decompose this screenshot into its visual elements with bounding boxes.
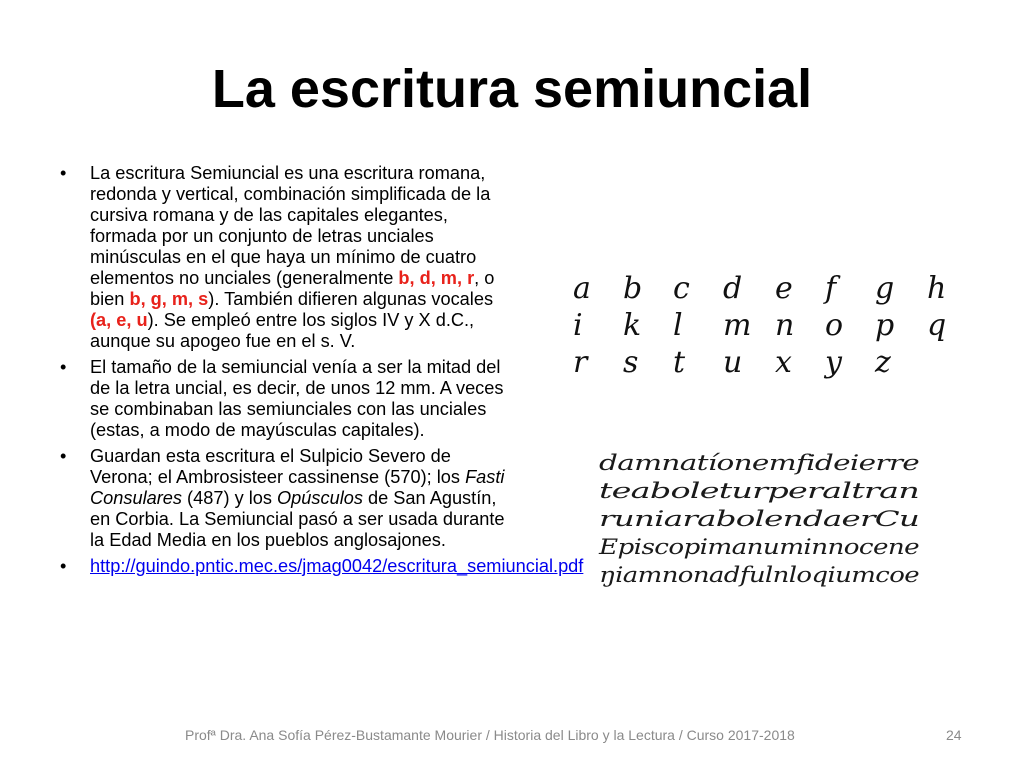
alphabet-letter: i <box>573 308 583 343</box>
manuscript-line: damnatíonemfideierre <box>599 451 920 475</box>
alphabet-letter: n <box>775 308 795 343</box>
manuscript-line: ŋiamnonadfulnloqiumcoe <box>599 563 920 587</box>
emphasis-text: b, g, m, s <box>129 289 209 309</box>
manuscript-sample <box>598 451 919 587</box>
manuscript-line: teaboleturperaltran <box>599 479 919 503</box>
alphabet-letter: h <box>927 271 947 306</box>
alphabet-letter: e <box>775 271 793 306</box>
alphabet-letter: m <box>723 308 752 343</box>
alphabet-letter: c <box>673 271 690 306</box>
bullet-item <box>60 357 515 441</box>
alphabet-letter: y <box>825 345 842 380</box>
alphabet-letter: l <box>673 308 683 343</box>
alphabet-letter: x <box>775 345 792 380</box>
alphabet-row <box>573 345 891 380</box>
bullet-text: Guardan esta escritura el Sulpicio Severo de Verona; el Ambrosisteer cassinense (570); los <box>90 446 466 487</box>
semiuncial-script-figure <box>563 270 955 600</box>
alphabet-letter: q <box>927 308 947 343</box>
bullet-dot: • <box>60 556 67 576</box>
slide-title: La escritura semiuncial <box>211 59 813 119</box>
bullet-text: ). Se empleó entre los siglos IV y X d.C., aunque su apogeo fue en el s. V. <box>90 310 475 351</box>
pdf-link[interactable]: http://guindo.pntic.mec.es/jmag0042/escritura_semiuncial.pdf <box>90 556 584 576</box>
alphabet-letter: d <box>723 271 743 306</box>
bullet-list <box>60 163 584 582</box>
alphabet-letter: u <box>723 345 743 380</box>
alphabet-letter: a <box>573 271 591 306</box>
italic-title: Opúsculos <box>277 488 363 508</box>
manuscript-line: Episcopimanuminnocene <box>597 535 920 559</box>
bullet-text: , o bien <box>90 268 495 309</box>
bullet-dot: • <box>60 357 67 377</box>
bullet-dot: • <box>60 163 67 183</box>
bullet-dot: • <box>60 446 67 466</box>
alphabet-letter: f <box>825 271 837 306</box>
bullet-text: (487) y los <box>182 488 278 508</box>
footer-credit: Profª Dra. Ana Sofía Pérez-Bustamante Mourier / Historia del Libro y la Lectura / Curso 2017-2018 <box>185 727 795 743</box>
alphabet-letter: o <box>825 308 844 343</box>
alphabet-row <box>573 308 946 343</box>
bullet-text: de San Agustín, en Corbia. La Semiuncial pasó a ser usada durante la Edad Media en los pueblos anglosajones. <box>90 488 505 550</box>
alphabet-letter: k <box>623 308 642 343</box>
alphabet-chart <box>573 271 946 380</box>
alphabet-letter: z <box>875 345 891 380</box>
alphabet-letter: p <box>875 308 895 343</box>
italic-title: Fasti Consulares <box>90 467 505 508</box>
bullet-text: El tamaño de la semiuncial venía a ser la mitad del de la letra uncial, es decir, de unos 12 mm. A veces se combinaban las semiunciales con las unciales (estas, a modo de mayúsculas capitales). <box>90 357 504 440</box>
bullet-text: ). También difieren algunas vocales <box>208 289 494 309</box>
alphabet-row <box>573 271 946 306</box>
page-number: 24 <box>946 727 962 743</box>
alphabet-letter: t <box>673 345 686 380</box>
bullet-item <box>60 556 584 577</box>
alphabet-letter: b <box>623 271 643 306</box>
manuscript-line: runiarabolendaerCu <box>599 507 919 531</box>
emphasis-text: b, d, m, r <box>398 268 475 288</box>
alphabet-letter: s <box>623 345 639 380</box>
bullet-item <box>60 163 515 352</box>
bullet-text: La escritura Semiuncial es una escritura romana, redonda y vertical, combinación simplificada de la cursiva romana y de las capitales elegantes, formada por un conjunto de letras unciales minúsculas en el que haya un mínimo de cuatro elementos no unciales (generalmente <box>90 163 491 288</box>
bullet-item <box>60 446 515 551</box>
alphabet-letter: r <box>573 345 588 380</box>
alphabet-letter: g <box>875 271 895 306</box>
emphasis-text: (a, e, u <box>90 310 148 330</box>
